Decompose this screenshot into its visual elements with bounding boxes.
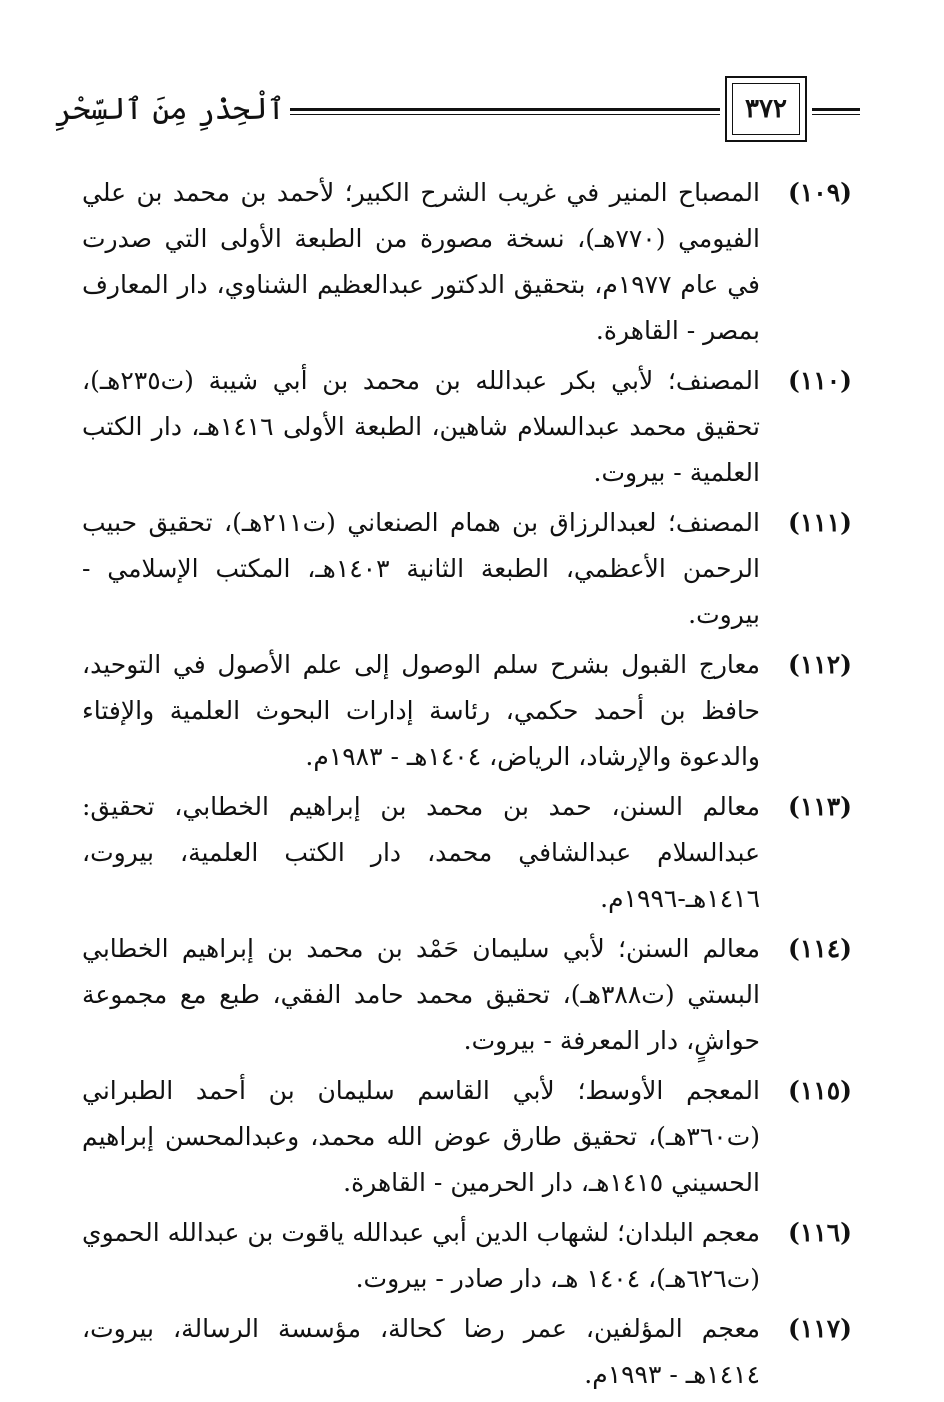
bibliography-entry bbox=[82, 1210, 852, 1302]
bibliography-entry bbox=[82, 642, 852, 780]
entry-text: المصنف؛ لعبدالرزاق بن همام الصنعاني (ت٢١١هـ)، تحقيق حبيب الرحمن الأعظمي، الطبعة الثانية ١٤٠٣هـ، المكتب الإسلامي - بيروت. bbox=[82, 508, 760, 629]
running-title: ٱلْحِذْرِ مِنَ ٱلسِّحْرِ bbox=[54, 92, 285, 127]
entry-text: المصباح المنير في غريب الشرح الكبير؛ لأحمد بن محمد بن علي الفيومي (٧٧٠هـ)، نسخة مصورة من الطبعة الأولى التي صدرت في عام ١٩٧٧م، بتحقيق الدكتور عبدالعظيم الشناوي، دار المعارف بمصر - القاهرة. bbox=[82, 178, 760, 345]
bibliography-entry bbox=[82, 500, 852, 638]
entry-text: معارج القبول بشرح سلم الوصول إلى علم الأصول في التوحيد، حافظ بن أحمد حكمي، رئاسة إدارات البحوث العلمية والإفتاء والدعوة والإرشاد، الرياض، ١٤٠٤هـ - ١٩٨٣م. bbox=[82, 650, 760, 771]
bibliography-entry bbox=[82, 784, 852, 922]
entry-text: معجم البلدان؛ لشهاب الدين أبي عبدالله ياقوت بن عبدالله الحموي (ت٦٢٦هـ)، ١٤٠٤ هـ، دار صادر - بيروت. bbox=[82, 1218, 760, 1293]
bibliography-entry bbox=[82, 170, 852, 354]
header-rule-right-thin bbox=[812, 114, 860, 115]
entry-text: المصنف؛ لأبي بكر عبدالله بن محمد بن أبي شيبة (ت٢٣٥هـ)، تحقيق محمد عبدالسلام شاهين، الطبعة الأولى ١٤١٦هـ، دار الكتب العلمية - بيروت. bbox=[82, 366, 760, 487]
entry-number: (١١٢) bbox=[788, 650, 852, 679]
entry-text: معالم السنن، حمد بن محمد بن إبراهيم الخطابي، تحقيق: عبدالسلام عبدالشافي محمد، دار الكتب العلمية، بيروت، ١٤١٦هـ-١٩٩٦م. bbox=[82, 792, 760, 913]
page-number-badge bbox=[725, 76, 807, 142]
entry-number: (١١٣) bbox=[788, 792, 852, 821]
page-number: ٣٧٢ bbox=[745, 94, 787, 124]
entry-number: (١١٧) bbox=[788, 1314, 852, 1343]
entry-number: (١١٥) bbox=[788, 1076, 852, 1105]
entry-number: (١١٠) bbox=[788, 366, 852, 395]
entry-number: (١١٦) bbox=[788, 1218, 852, 1247]
entry-number: (١١٤) bbox=[788, 934, 852, 963]
entry-number: (١١١) bbox=[788, 508, 852, 537]
bibliography-list bbox=[82, 170, 852, 1402]
bibliography-entry bbox=[82, 1068, 852, 1206]
header-rule-right-thick bbox=[812, 108, 860, 111]
entry-text: معالم السنن؛ لأبي سليمان حَمْد بن محمد بن إبراهيم الخطابي البستي (ت٣٨٨هـ)، تحقيق محمد حامد الفقي، طبع مع مجموعة حواشٍ، دار المعرفة - بيروت. bbox=[82, 934, 760, 1055]
bibliography-entry bbox=[82, 926, 852, 1064]
header-rule-left-thin bbox=[290, 114, 720, 115]
entry-text: المعجم الأوسط؛ لأبي القاسم سليمان بن أحمد الطبراني (ت٣٦٠هـ)، تحقيق طارق عوض الله محمد، وعبدالمحسن إبراهيم الحسيني ١٤١٥هـ، دار الحرمين - القاهرة. bbox=[82, 1076, 760, 1197]
bibliography-entry bbox=[82, 358, 852, 496]
page-header bbox=[54, 70, 860, 150]
entry-text: معجم المؤلفين، عمر رضا كحالة، مؤسسة الرسالة، بيروت، ١٤١٤هـ - ١٩٩٣م. bbox=[82, 1314, 760, 1389]
header-rule-left-thick bbox=[290, 108, 720, 111]
bibliography-entry bbox=[82, 1306, 852, 1398]
entry-number: (١٠٩) bbox=[788, 178, 852, 207]
